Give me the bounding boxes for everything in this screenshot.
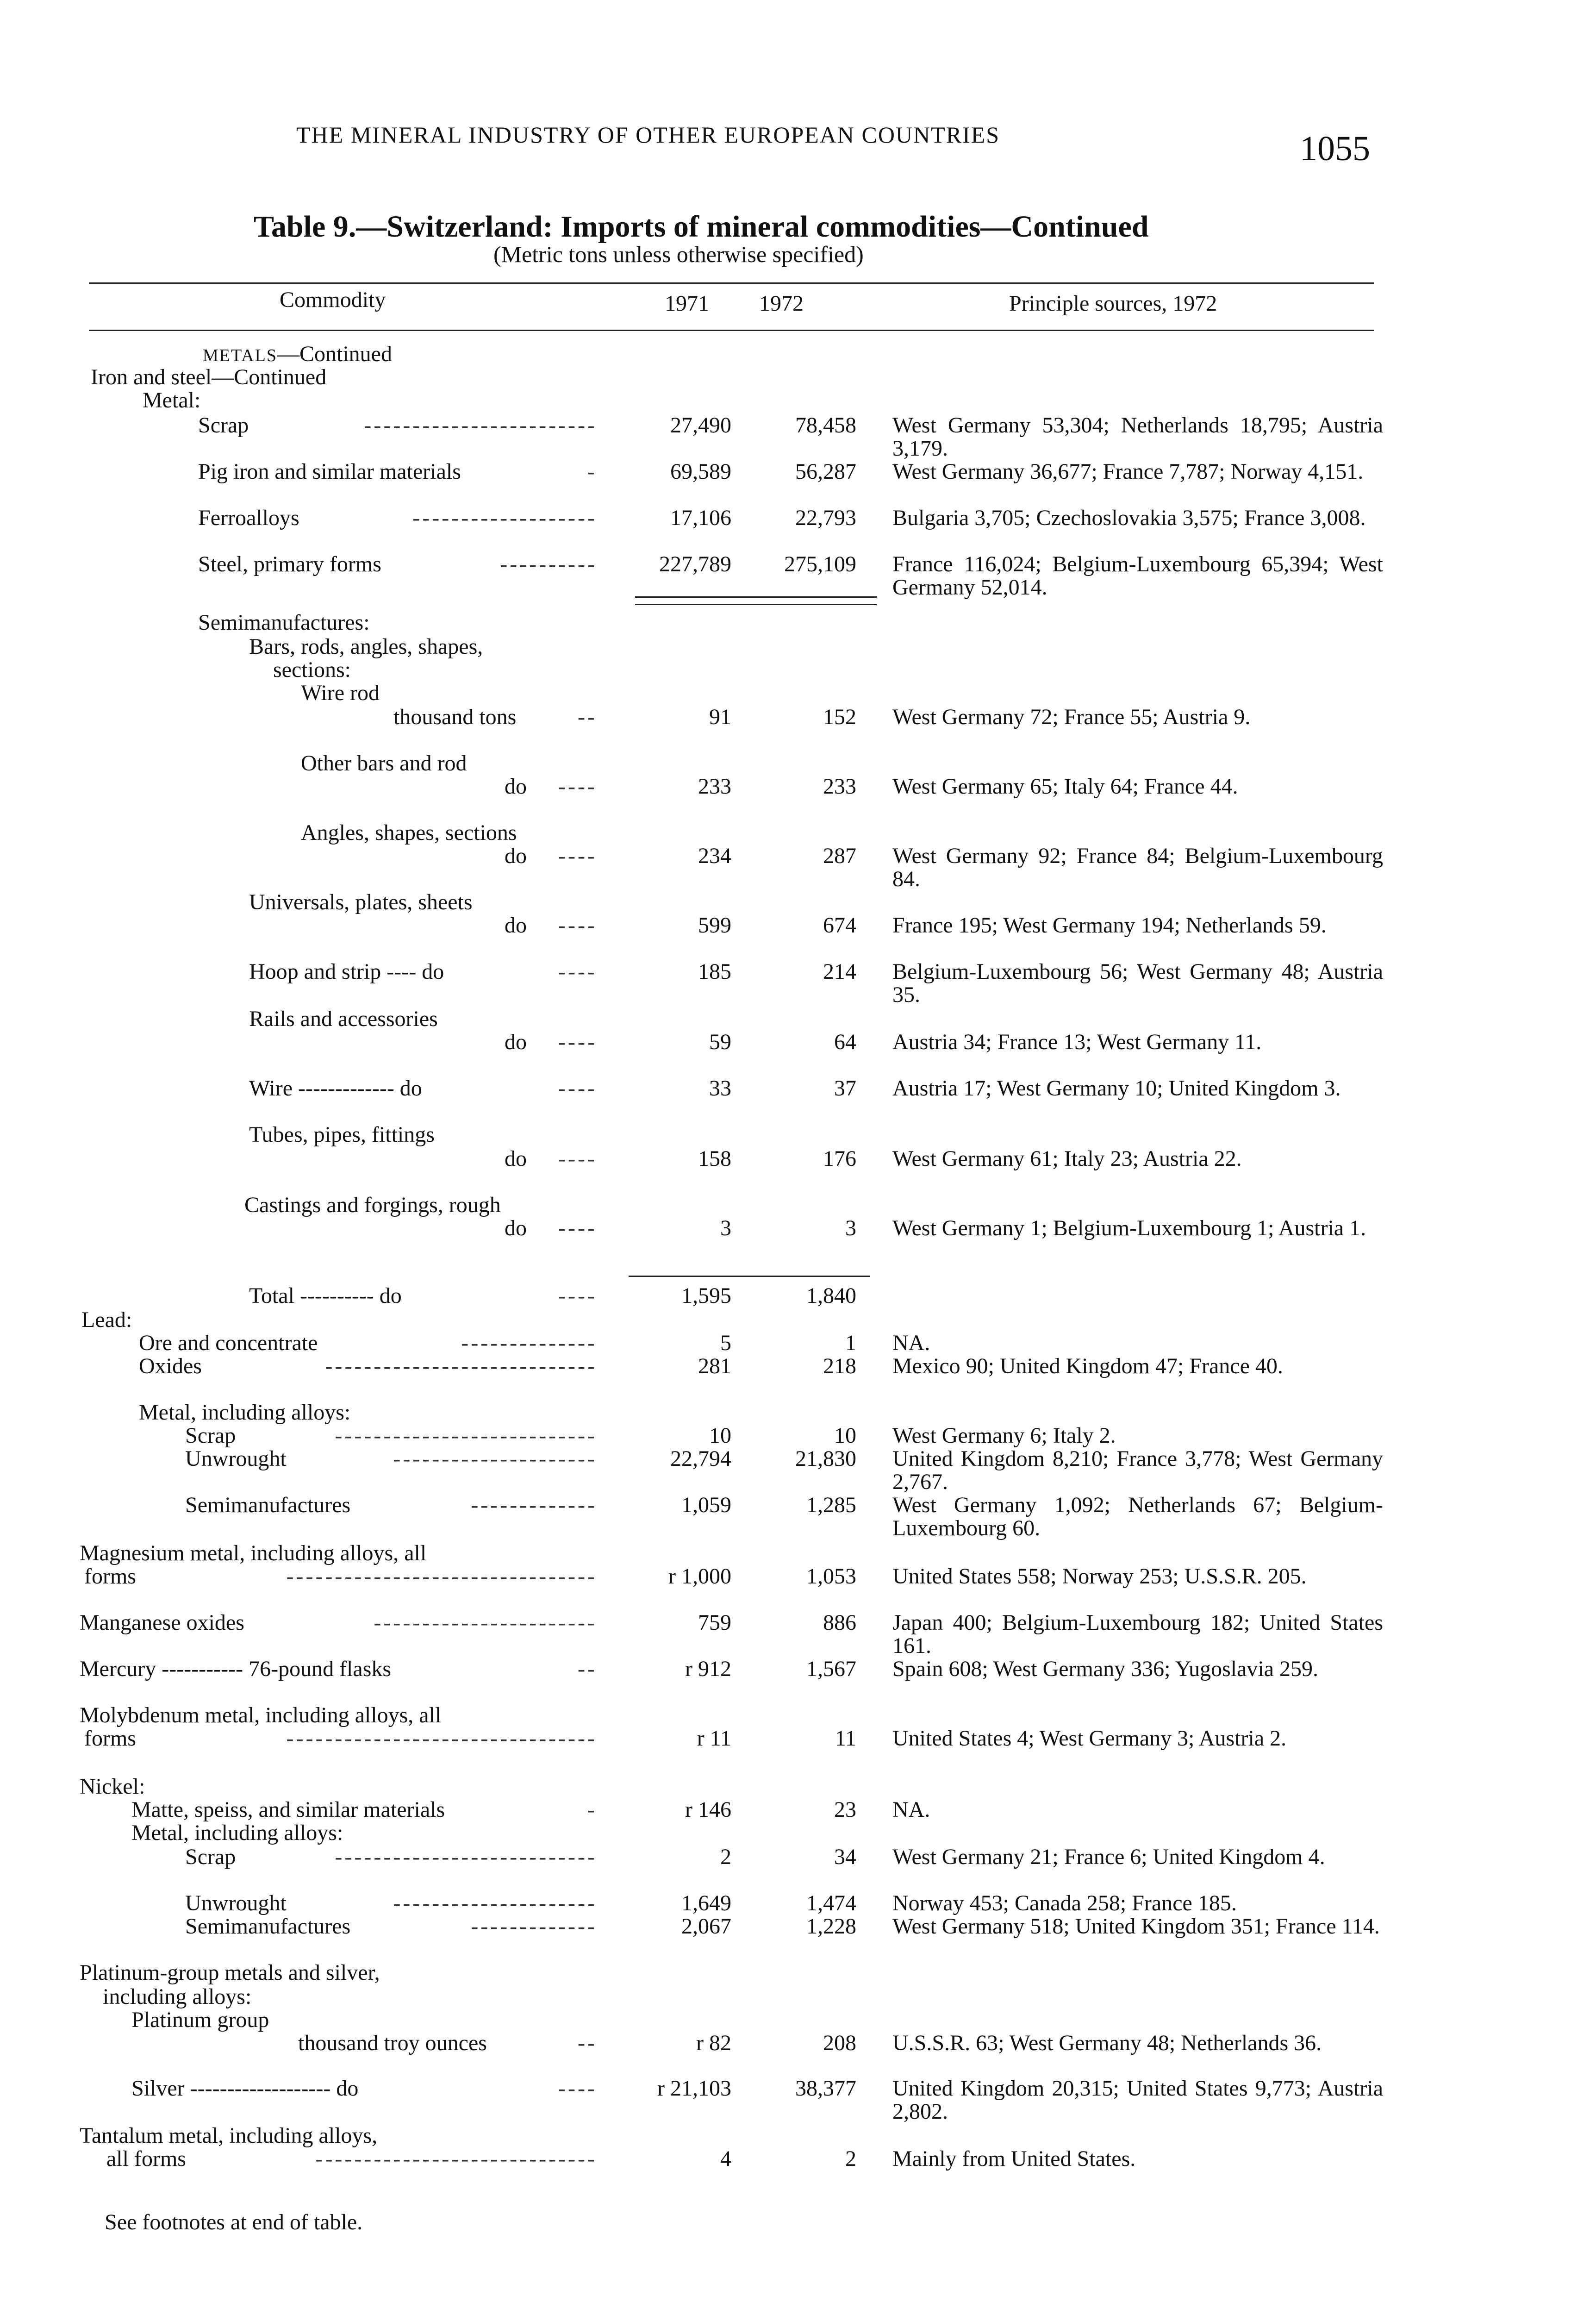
value-1972: 886 (823, 1610, 856, 1635)
principal-sources: Austria 17; West Germany 10; United Kingdom 3. (892, 1076, 1341, 1101)
value-1971: r 1,000 (668, 1564, 731, 1589)
commodity-text: Semimanufactures (185, 1493, 351, 1517)
commodity-label (505, 1147, 527, 1170)
leader-dots: -------------------------------- (286, 1727, 597, 1750)
table-row (0, 1658, 1596, 1681)
leader-dots: ---- (558, 1077, 597, 1100)
commodity-label (80, 1775, 145, 1798)
commodity-text: sections: (273, 657, 351, 682)
table-row (0, 389, 1596, 412)
leader-dots: ---- (558, 1217, 597, 1240)
principal-sources: France 195; West Germany 194; Netherlands 59. (892, 913, 1327, 938)
value-1972: 218 (823, 1354, 856, 1378)
table-row (0, 1915, 1596, 1938)
table-row (0, 1798, 1596, 1821)
value-1971: 158 (698, 1146, 731, 1171)
commodity-text: Molybdenum metal, including alloys, all (80, 1703, 442, 1727)
commodity-label (131, 1821, 343, 1845)
commodity-label (106, 2147, 186, 2171)
commodity-text: METALS (203, 346, 277, 365)
table-row (0, 2032, 1596, 2055)
table-row (0, 1985, 1596, 2008)
commodity-text: Wire rod (301, 681, 380, 705)
value-1971: 281 (698, 1354, 731, 1378)
principal-sources: Mainly from United States. (892, 2146, 1136, 2171)
commodity-label (301, 682, 380, 705)
table-row (0, 658, 1596, 682)
value-1972: 23 (834, 1797, 856, 1822)
principal-sources: West Germany 1,092; Netherlands 67; Belgium-Luxembourg 60. (892, 1493, 1383, 1540)
table-row (0, 507, 1596, 530)
leader-dots: ---------------------------- (325, 1355, 597, 1378)
commodity-label (80, 1961, 380, 1984)
principal-sources: Norway 453; Canada 258; France 185. (892, 1891, 1237, 1915)
running-head: THE MINERAL INDUSTRY OF OTHER EUROPEAN COUNTRIES (296, 122, 1000, 148)
principal-sources: U.S.S.R. 63; West Germany 48; Netherlands 36. (892, 2031, 1322, 2055)
table-row (0, 1147, 1596, 1170)
value-1971: 69,589 (670, 459, 731, 484)
commodity-text: forms (84, 1726, 136, 1751)
principal-sources: Spain 608; West Germany 336; Yugoslavia 259. (892, 1657, 1319, 1681)
value-1972: 674 (823, 913, 856, 938)
commodity-label (249, 960, 444, 983)
leader-dots: -------------- (461, 1332, 597, 1355)
leader-dots: ------------- (471, 1915, 597, 1938)
value-1971: 233 (698, 774, 731, 799)
leader-dots: ---- (558, 2077, 597, 2100)
table-row (0, 1217, 1596, 1240)
commodity-text: all forms (106, 2146, 186, 2171)
commodity-label (393, 706, 516, 729)
commodity-label (198, 553, 381, 576)
principal-sources: West Germany 61; Italy 23; Austria 22. (892, 1146, 1242, 1171)
table-row (0, 366, 1596, 389)
principal-sources: Bulgaria 3,705; Czechoslovakia 3,575; France 3,008. (892, 506, 1366, 530)
table-row (0, 1961, 1596, 1984)
leader-dots: - (587, 460, 597, 483)
value-1971: 10 (709, 1423, 731, 1448)
commodity-label (185, 1915, 350, 1938)
table-row (0, 2147, 1596, 2171)
total-rule (629, 1276, 870, 1277)
commodity-text: Platinum-group metals and silver, (80, 1960, 380, 1985)
table-row (0, 1846, 1596, 1869)
table-row (0, 1892, 1596, 1915)
commodity-label (249, 1077, 422, 1100)
value-1972: 1,053 (806, 1564, 856, 1589)
value-1971: 234 (698, 844, 731, 868)
table-row (0, 1284, 1596, 1308)
value-1972: 34 (834, 1845, 856, 1869)
commodity-label (249, 635, 483, 658)
table-row (0, 1493, 1596, 1540)
table-row (0, 1542, 1596, 1565)
leader-dots: ----------------------------- (315, 2147, 597, 2171)
commodity-label (131, 1798, 445, 1821)
leader-dots: ---- (558, 775, 597, 798)
commodity-text: do (505, 774, 527, 799)
value-1972: 1,840 (806, 1283, 856, 1308)
commodity-text: Ore and concentrate (139, 1331, 318, 1355)
commodity-text: Angles, shapes, sections (301, 820, 517, 845)
leader-dots: --------------------- (393, 1447, 597, 1470)
commodity-text: Steel, primary forms (198, 552, 381, 576)
commodity-label (80, 2124, 377, 2147)
value-1972: 214 (823, 959, 856, 984)
commodity-label (185, 1447, 287, 1470)
principal-sources: NA. (892, 1797, 930, 1822)
principal-sources: Japan 400; Belgium-Luxembourg 182; United States 161. (892, 1610, 1383, 1658)
commodity-label (139, 1401, 350, 1424)
leader-dots: ---- (558, 914, 597, 937)
header-1972: 1972 (759, 291, 804, 316)
table-row (0, 460, 1596, 483)
table-row (0, 1308, 1596, 1332)
commodity-label (249, 1007, 438, 1031)
principal-sources: West Germany 1; Belgium-Luxembourg 1; Austria 1. (892, 1216, 1366, 1240)
value-1972: 287 (823, 844, 856, 868)
value-1972: 78,458 (795, 413, 856, 438)
table-row (0, 706, 1596, 729)
commodity-label (249, 1284, 402, 1308)
commodity-label (198, 414, 249, 437)
value-1972: 1,285 (806, 1493, 856, 1517)
leader-dots: -- (578, 706, 597, 729)
table-row (0, 1704, 1596, 1727)
header-rule (89, 330, 1374, 331)
commodity-text: do (505, 1146, 527, 1171)
commodity-text: do (505, 1216, 527, 1240)
value-1971: 17,106 (670, 506, 731, 530)
value-1972: 10 (834, 1423, 856, 1448)
double-rule-lower (635, 604, 877, 605)
commodity-label (185, 1494, 350, 1517)
table-row (0, 2124, 1596, 2147)
value-1972: 64 (834, 1030, 856, 1054)
commodity-text: Other bars and rod (301, 751, 467, 776)
value-1972: 1 (845, 1331, 856, 1355)
commodity-text: Tubes, pipes, fittings (249, 1122, 435, 1147)
commodity-label (84, 1727, 136, 1750)
commodity-label (273, 658, 351, 682)
leader-dots: ---- (558, 845, 597, 868)
header-commodity: Commodity (280, 288, 386, 312)
value-1971: 1,059 (681, 1493, 731, 1517)
table-row (0, 1821, 1596, 1845)
principal-sources: Austria 34; France 13; West Germany 11. (892, 1030, 1262, 1054)
commodity-text: Rails and accessories (249, 1007, 438, 1031)
table-row (0, 1727, 1596, 1750)
value-1971: 227,789 (659, 552, 731, 576)
commodity-label (80, 1658, 391, 1681)
value-1971: 22,794 (670, 1446, 731, 1471)
commodity-text: Wire ------------- do (249, 1076, 422, 1101)
value-1971: 2,067 (681, 1914, 731, 1939)
principal-sources: Mexico 90; United Kingdom 47; France 40. (892, 1354, 1283, 1378)
commodity-text: Bars, rods, angles, shapes, (249, 634, 483, 659)
commodity-label (505, 845, 527, 868)
principal-sources: West Germany 65; Italy 64; France 44. (892, 774, 1238, 799)
leader-dots: ------------- (471, 1494, 597, 1517)
table-row (0, 552, 1596, 600)
table-row (0, 891, 1596, 914)
value-1971: r 912 (685, 1657, 731, 1681)
commodity-text: Metal, including alloys: (139, 1400, 351, 1425)
principal-sources: Belgium-Luxembourg 56; West Germany 48; Austria 35. (892, 959, 1383, 1007)
commodity-text: Metal, including alloys: (131, 1821, 343, 1845)
table-row (0, 2008, 1596, 2032)
commodity-text: Scrap (185, 1423, 236, 1448)
value-1971: 27,490 (670, 413, 731, 438)
commodity-label (505, 1217, 527, 1240)
value-1971: 91 (709, 705, 731, 729)
value-1972: 11 (835, 1726, 856, 1751)
commodity-label (131, 2077, 358, 2100)
principal-sources: United Kingdom 8,210; France 3,778; West Germany 2,767. (892, 1446, 1383, 1494)
commodity-text: Tantalum metal, including alloys, (80, 2123, 378, 2148)
value-1972: 2 (845, 2146, 856, 2171)
table-row (0, 2076, 1596, 2124)
table-row (0, 611, 1596, 634)
table-row (0, 821, 1596, 845)
table-row (0, 1007, 1596, 1031)
commodity-text: Castings and forgings, rough (244, 1193, 501, 1217)
commodity-text: Pig iron and similar materials (198, 459, 461, 484)
commodity-text: Universals, plates, sheets (249, 890, 473, 914)
leader-dots: --------------------------- (335, 1424, 597, 1447)
principal-sources: West Germany 92; France 84; Belgium-Luxembourg 84. (892, 844, 1383, 891)
commodity-text: Mercury ----------- 76-pound flasks (80, 1657, 392, 1681)
value-1971: r 146 (685, 1797, 731, 1822)
commodity-text: Iron and steel—Continued (91, 365, 327, 389)
table-row (0, 1194, 1596, 1217)
leader-dots: ---- (558, 1031, 597, 1054)
top-rule (89, 282, 1374, 284)
commodity-label (505, 775, 527, 798)
value-1972: 56,287 (795, 459, 856, 484)
commodity-label (198, 460, 461, 483)
commodity-text: Unwrought (185, 1891, 287, 1915)
leader-dots: ------------------------ (364, 414, 597, 437)
commodity-text: Ferroalloys (198, 506, 299, 530)
table-row (0, 682, 1596, 705)
commodity-text: do (505, 913, 527, 938)
commodity-label (298, 2032, 487, 2055)
commodity-suffix: —Continued (277, 342, 392, 366)
table-row (0, 775, 1596, 798)
commodity-text: Nickel: (80, 1774, 145, 1799)
commodity-text: Semimanufactures: (198, 610, 370, 635)
value-1971: r 82 (696, 2031, 731, 2055)
commodity-text: thousand tons (393, 705, 517, 729)
commodity-label (131, 2008, 269, 2032)
value-1972: 176 (823, 1146, 856, 1171)
commodity-text: Total ---------- do (249, 1283, 402, 1308)
table-row (0, 752, 1596, 775)
value-1971: 185 (698, 959, 731, 984)
value-1972: 1,228 (806, 1914, 856, 1939)
leader-dots: ---- (558, 960, 597, 983)
header-1971: 1971 (665, 291, 709, 316)
commodity-text: forms (84, 1564, 136, 1589)
table-row (0, 1031, 1596, 1054)
principal-sources: United Kingdom 20,315; United States 9,773; Austria 2,802. (892, 2076, 1383, 2124)
leader-dots: - (587, 1798, 597, 1821)
commodity-text: Metal: (143, 388, 201, 413)
leader-dots: ----------------------- (374, 1611, 597, 1634)
commodity-text: Unwrought (185, 1446, 287, 1471)
commodity-label (198, 507, 299, 530)
principal-sources: West Germany 6; Italy 2. (892, 1423, 1116, 1448)
value-1971: 1,649 (681, 1891, 731, 1915)
leader-dots: ---- (558, 1147, 597, 1170)
commodity-label (249, 1123, 435, 1146)
commodity-label (81, 1308, 132, 1332)
principal-sources: West Germany 36,677; France 7,787; Norway 4,151. (892, 459, 1364, 484)
value-1971: 4 (720, 2146, 731, 2171)
table-row (0, 1332, 1596, 1355)
table-row (0, 844, 1596, 891)
principal-sources: United States 558; Norway 253; U.S.S.R. 205. (892, 1564, 1307, 1589)
value-1972: 37 (834, 1076, 856, 1101)
principal-sources: France 116,024; Belgium-Luxembourg 65,394; West Germany 52,014. (892, 552, 1383, 600)
principal-sources: West Germany 72; France 55; Austria 9. (892, 705, 1251, 729)
table-row (0, 959, 1596, 1007)
table-row (0, 1355, 1596, 1378)
principal-sources: West Germany 53,304; Netherlands 18,795; Austria 3,179. (892, 413, 1383, 461)
commodity-label (139, 1355, 202, 1378)
table-title: Table 9.—Switzerland: Imports of mineral commodities—Continued (254, 210, 1149, 244)
commodity-text: Scrap (185, 1845, 236, 1869)
commodity-label (185, 1846, 236, 1869)
principal-sources: NA. (892, 1331, 930, 1355)
commodity-text: do (505, 1030, 527, 1054)
commodity-label (301, 752, 467, 775)
value-1971: 759 (698, 1610, 731, 1635)
table-row (0, 1077, 1596, 1100)
leader-dots: --------------------------- (335, 1846, 597, 1869)
table-subtitle: (Metric tons unless otherwise specified) (493, 241, 864, 267)
commodity-label (91, 366, 326, 389)
table-row (0, 914, 1596, 937)
commodity-text: Platinum group (131, 2008, 269, 2032)
commodity-label (84, 1565, 136, 1588)
table-row (0, 1775, 1596, 1798)
commodity-label (80, 1611, 244, 1634)
commodity-text: Oxides (139, 1354, 202, 1378)
commodity-text: thousand troy ounces (298, 2031, 487, 2055)
principal-sources: West Germany 518; United Kingdom 351; France 114. (892, 1914, 1380, 1939)
commodity-label (505, 1031, 527, 1054)
commodity-label (301, 821, 517, 845)
leader-dots: -------------------------------- (286, 1565, 597, 1588)
value-1972: 208 (823, 2031, 856, 2055)
value-1971: 5 (720, 1331, 731, 1355)
value-1972: 21,830 (795, 1446, 856, 1471)
commodity-text: Magnesium metal, including alloys, all (80, 1541, 427, 1565)
table-row (0, 1424, 1596, 1447)
table-row (0, 1123, 1596, 1146)
commodity-label (505, 914, 527, 937)
value-1971: 59 (709, 1030, 731, 1054)
commodity-text: Silver ------------------- do (131, 2076, 359, 2101)
leader-dots: -- (578, 1658, 597, 1681)
double-rule-upper (635, 596, 877, 598)
commodity-text: including alloys: (103, 1984, 252, 2009)
table-row (0, 635, 1596, 658)
leader-dots: ---------- (500, 553, 597, 576)
commodity-label (80, 1704, 441, 1727)
footnote-text: See footnotes at end of table. (105, 2210, 363, 2234)
commodity-text: Matte, speiss, and similar materials (131, 1797, 445, 1822)
commodity-text: Scrap (198, 413, 249, 438)
commodity-text: Semimanufactures (185, 1914, 351, 1939)
table-row (0, 343, 1596, 366)
commodity-label (185, 1892, 287, 1915)
commodity-label (103, 1985, 251, 2008)
value-1972: 38,377 (795, 2076, 856, 2101)
commodity-label (143, 389, 200, 412)
commodity-text: Manganese oxides (80, 1610, 244, 1635)
commodity-label (185, 1424, 236, 1447)
leader-dots: ---- (558, 1284, 597, 1308)
page-number: 1055 (1300, 129, 1370, 168)
value-1972: 3 (845, 1216, 856, 1240)
table-row (0, 1446, 1596, 1494)
header-sources: Principle sources, 1972 (1009, 291, 1217, 316)
table-row (0, 1565, 1596, 1588)
value-1971: 1,595 (681, 1283, 731, 1308)
commodity-label (80, 1542, 426, 1565)
value-1972: 233 (823, 774, 856, 799)
table-row (0, 413, 1596, 461)
table-row (0, 1401, 1596, 1424)
value-1971: r 21,103 (657, 2076, 731, 2101)
commodity-label (198, 611, 370, 634)
leader-dots: -- (578, 2032, 597, 2055)
value-1971: 3 (720, 1216, 731, 1240)
commodity-label (203, 343, 392, 367)
value-1971: r 11 (697, 1726, 731, 1751)
value-1971: 599 (698, 913, 731, 938)
leader-dots: ------------------- (412, 507, 597, 530)
principal-sources: United States 4; West Germany 3; Austria 2. (892, 1726, 1287, 1751)
principal-sources: West Germany 21; France 6; United Kingdom 4. (892, 1845, 1325, 1869)
commodity-label (249, 891, 473, 914)
value-1972: 22,793 (795, 506, 856, 530)
commodity-label (139, 1332, 318, 1355)
value-1971: 2 (720, 1845, 731, 1869)
value-1972: 1,567 (806, 1657, 856, 1681)
leader-dots: --------------------- (393, 1892, 597, 1915)
value-1972: 275,109 (784, 552, 856, 576)
commodity-label (244, 1194, 501, 1217)
commodity-text: Lead: (81, 1308, 132, 1332)
value-1972: 152 (823, 705, 856, 729)
value-1971: 33 (709, 1076, 731, 1101)
commodity-text: do (505, 844, 527, 868)
value-1972: 1,474 (806, 1891, 856, 1915)
table-row (0, 1610, 1596, 1658)
commodity-text: Hoop and strip ---- do (249, 959, 444, 984)
